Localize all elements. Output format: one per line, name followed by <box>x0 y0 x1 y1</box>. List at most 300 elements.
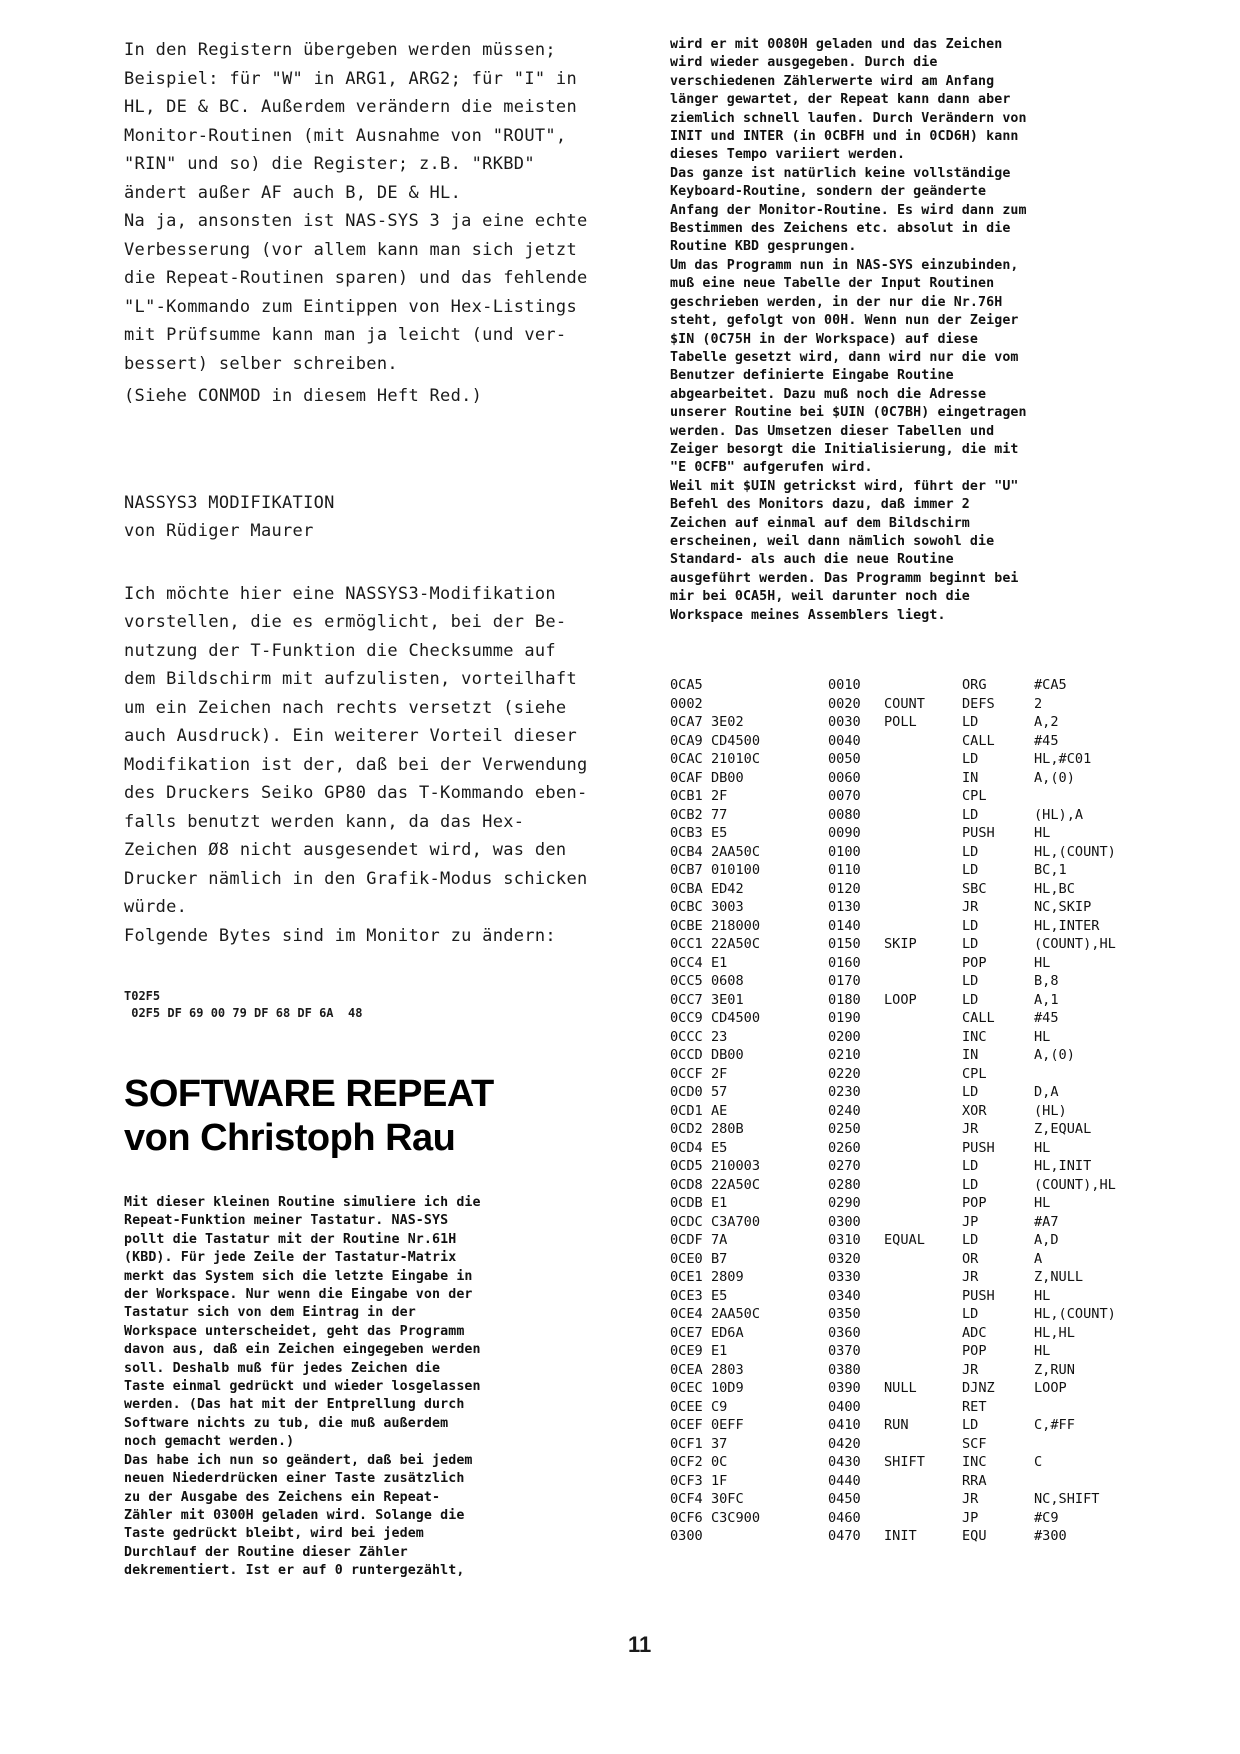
byte-changes <box>124 988 624 1022</box>
listing-address <box>670 861 828 880</box>
listing-op: PUSH <box>962 1139 995 1156</box>
listing-line: 0440 <box>828 1472 861 1489</box>
listing-code: 3003 <box>710 899 744 915</box>
listing-code: 22A50C <box>710 936 761 952</box>
listing-row <box>670 1435 1170 1454</box>
text-line: ausgeführt werden. Das Programm beginnt bei <box>670 570 1019 586</box>
text-line: ziemlich schnell laufen. Durch Verändern von <box>670 110 1027 126</box>
byte-values: 02F5 DF 69 00 79 DF 68 DF 6A 48 <box>124 1006 363 1020</box>
listing-op: LD <box>962 936 979 952</box>
listing-line: 0130 <box>828 899 861 915</box>
listing-code: 2F <box>710 788 728 804</box>
listing-code: 57 <box>710 1084 728 1100</box>
listing-arg: C,#FF <box>1034 1417 1075 1433</box>
listing-row <box>670 1509 1170 1528</box>
listing-arg: A,(0) <box>1034 769 1075 786</box>
listing-arg: HL,(COUNT) <box>1034 1306 1116 1322</box>
listing-row <box>670 1009 1170 1028</box>
text-line: muß eine neue Tabelle der Input Routinen <box>670 276 995 292</box>
listing-address <box>670 769 828 788</box>
listing-op: JR <box>962 1491 979 1507</box>
listing-row <box>670 1102 1170 1121</box>
listing-address <box>670 917 828 936</box>
listing-addr: 0CC9 <box>670 1010 703 1026</box>
listing-op: DJNZ <box>962 1380 995 1396</box>
listing-arg: HL,INIT <box>1034 1158 1092 1174</box>
listing-label: LOOP <box>884 991 917 1008</box>
listing-row <box>670 898 1170 917</box>
listing-op: JR <box>962 1361 979 1378</box>
listing-arg: #C9 <box>1034 1509 1059 1526</box>
listing-addr: 0CB4 <box>670 843 703 860</box>
text-line: Ich möchte hier eine NASSYS3-Modifikation <box>124 583 556 604</box>
listing-label <box>884 806 962 825</box>
listing-label: SHIFT <box>884 1454 925 1470</box>
listing-label <box>884 1009 962 1028</box>
listing-arg: Z,EQUAL <box>1034 1121 1092 1137</box>
listing-row <box>670 1250 1170 1269</box>
listing-address <box>670 880 828 899</box>
listing-line: 0470 <box>828 1528 861 1544</box>
listing-op: LD <box>962 1084 979 1100</box>
listing-op: CPL <box>962 788 987 804</box>
listing-op: DEFS <box>962 695 995 712</box>
text-line: Repeat-Funktion meiner Tastatur. NAS-SYS <box>124 1213 449 1229</box>
listing-address <box>670 1250 828 1269</box>
text-line: pollt die Tastatur mit der Routine Nr.61H <box>124 1231 457 1247</box>
listing-arg: LOOP <box>1034 1380 1067 1396</box>
modification-author: von Rüdiger Maurer <box>124 521 314 541</box>
byte-command: T02F5 <box>124 989 161 1003</box>
listing-line: 0060 <box>828 769 861 786</box>
text-line: Mit dieser kleinen Routine simuliere ich die <box>124 1195 481 1210</box>
listing-arg: HL <box>1034 1195 1051 1211</box>
listing-line: 0270 <box>828 1158 861 1174</box>
listing-line: 0290 <box>828 1195 861 1211</box>
listing-address <box>670 1324 828 1343</box>
listing-code: AE <box>710 1102 728 1119</box>
listing-code: E5 <box>710 1139 728 1156</box>
assembler-listing <box>670 676 1170 1546</box>
listing-row <box>670 1194 1170 1213</box>
listing-arg: #45 <box>1034 732 1059 749</box>
listing-label <box>884 1065 962 1084</box>
listing-address <box>670 1416 828 1435</box>
listing-address <box>670 695 828 714</box>
listing-arg: HL,INTER <box>1034 917 1100 934</box>
listing-arg: Z,NULL <box>1034 1269 1084 1285</box>
listing-label <box>884 1342 962 1361</box>
text-line: Zeiger besorgt die Initialisierung, die mit <box>670 441 1019 457</box>
listing-code: 010100 <box>710 862 761 878</box>
listing-code: 2AA50C <box>710 843 761 860</box>
listing-line: 0140 <box>828 917 861 934</box>
listing-label <box>884 1268 962 1287</box>
listing-address <box>670 1157 828 1176</box>
listing-op: RET <box>962 1398 987 1415</box>
text-line: bessert) selber schreiben. <box>124 353 398 374</box>
text-line: dekrementiert. Ist er auf 0 runtergezählt, <box>124 1563 465 1579</box>
listing-addr: 0CEA <box>670 1361 703 1378</box>
text-line: mit Prüfsumme kann man ja leicht (und ver- <box>124 325 567 345</box>
text-line: Zeichen Ø8 nicht ausgesendet wird, was den <box>124 840 567 860</box>
listing-label <box>884 769 962 788</box>
listing-op: OR <box>962 1250 979 1267</box>
text-line: erscheinen, weil dann nämlich sowohl die <box>670 533 995 549</box>
listing-label <box>884 1490 962 1509</box>
listing-row <box>670 1231 1170 1250</box>
listing-code: C3A700 <box>710 1213 761 1230</box>
listing-label <box>884 787 962 806</box>
text-line: merkt das System sich die letzte Eingabe in <box>124 1268 473 1284</box>
text-line: soll. Deshalb muß für jedes Zeichen die <box>124 1360 441 1376</box>
listing-code: 3E02 <box>710 714 744 730</box>
listing-label <box>884 972 962 991</box>
listing-row <box>670 1213 1170 1232</box>
listing-op: LD <box>962 806 979 823</box>
listing-label <box>884 1046 962 1065</box>
listing-label <box>884 750 962 769</box>
listing-row <box>670 1379 1170 1398</box>
listing-code: E5 <box>710 1287 728 1304</box>
listing-address <box>670 1083 828 1102</box>
listing-line: 0410 <box>828 1417 861 1433</box>
listing-addr: 0CE7 <box>670 1324 703 1341</box>
text-line: dem Bildschirm mit aufzulisten, vorteilhaft <box>124 669 577 689</box>
listing-line: 0080 <box>828 806 861 823</box>
listing-op: LD <box>962 917 979 934</box>
text-line: Benutzer definierte Eingabe Routine <box>670 368 954 384</box>
listing-line: 0070 <box>828 788 861 804</box>
headline-author: von Christoph Rau <box>124 1117 456 1159</box>
listing-address <box>670 1065 828 1084</box>
listing-label <box>884 917 962 936</box>
listing-op: LD <box>962 1417 979 1433</box>
text-line: Routine KBD gesprungen. <box>670 239 857 255</box>
listing-label <box>884 843 962 862</box>
listing-op: INC <box>962 1028 987 1045</box>
listing-op: JP <box>962 1213 979 1230</box>
listing-line: 0240 <box>828 1102 861 1119</box>
page-number: 11 <box>628 1632 652 1657</box>
listing-line: 0340 <box>828 1287 861 1304</box>
listing-line: 0020 <box>828 695 861 712</box>
text-line: werden. Das Umsetzen dieser Tabellen und <box>670 423 995 439</box>
listing-code: 2809 <box>710 1269 744 1285</box>
listing-arg: HL <box>1034 1028 1051 1045</box>
text-line: Anfang der Monitor-Routine. Es wird dann zum <box>670 202 1027 218</box>
listing-line: 0160 <box>828 954 861 971</box>
listing-label <box>884 1398 962 1417</box>
text-line: Workspace meines Assemblers liegt. <box>670 607 946 623</box>
listing-arg: #CA5 <box>1034 677 1067 693</box>
listing-address <box>670 1342 828 1361</box>
text-line: Taste einmal gedrückt und wieder losgelassen <box>124 1379 481 1395</box>
listing-row <box>670 1176 1170 1195</box>
listing-row <box>670 1453 1170 1472</box>
listing-addr: 0CC4 <box>670 954 703 971</box>
listing-row <box>670 787 1170 806</box>
listing-code: ED42 <box>710 880 744 897</box>
listing-label: POLL <box>884 714 917 730</box>
listing-row <box>670 1305 1170 1324</box>
listing-row <box>670 1527 1170 1546</box>
listing-line: 0390 <box>828 1380 861 1396</box>
modification-title: NASSYS3 MODIFIKATION <box>124 492 335 513</box>
listing-code: 30FC <box>710 1491 744 1507</box>
listing-label <box>884 1213 962 1232</box>
listing-address <box>670 787 828 806</box>
text-line: neuen Niederdrücken einer Taste zusätzlich <box>124 1471 465 1487</box>
listing-code: 1F <box>710 1472 728 1489</box>
text-line: Monitor-Routinen (mit Ausnahme von "ROUT", <box>124 125 567 146</box>
listing-line: 0170 <box>828 973 861 989</box>
listing-line: 0200 <box>828 1028 861 1045</box>
listing-arg: NC,SHIFT <box>1034 1491 1100 1507</box>
listing-arg: C <box>1034 1454 1043 1470</box>
listing-address <box>670 1102 828 1121</box>
listing-row <box>670 1028 1170 1047</box>
listing-op: JR <box>962 1121 979 1137</box>
listing-code: 0C <box>710 1454 728 1470</box>
text-line: Zeichen auf einmal auf dem Bildschirm <box>670 515 970 531</box>
listing-line: 0010 <box>828 677 861 693</box>
listing-arg: A,(0) <box>1034 1047 1075 1063</box>
listing-op: PUSH <box>962 1287 995 1304</box>
listing-row <box>670 695 1170 714</box>
listing-row <box>670 1361 1170 1380</box>
listing-arg: HL,HL <box>1034 1324 1075 1341</box>
listing-addr: 0CEF <box>670 1417 703 1433</box>
text-line: davon aus, daß ein Zeichen eingegeben werden <box>124 1342 481 1358</box>
listing-code: B7 <box>710 1250 728 1267</box>
listing-label <box>884 1139 962 1158</box>
listing-addr: 0CF3 <box>670 1472 703 1489</box>
listing-line: 0360 <box>828 1324 861 1341</box>
listing-addr: 0CCD <box>670 1047 703 1063</box>
listing-addr: 0CD8 <box>670 1176 703 1193</box>
listing-address <box>670 1361 828 1380</box>
listing-arg: A,2 <box>1034 714 1059 730</box>
listing-addr: 0CB7 <box>670 862 703 878</box>
listing-addr: 0CD5 <box>670 1158 703 1174</box>
text-line: Befehl des Monitors dazu, daß immer 2 <box>670 497 970 513</box>
text-line: Beispiel: für "W" in ARG1, ARG2; für "I" in <box>124 68 577 89</box>
listing-line: 0400 <box>828 1398 861 1415</box>
listing-addr: 0CAC <box>670 751 703 767</box>
listing-line: 0370 <box>828 1343 861 1359</box>
text-line: werden. (Das hat mit der Entprellung durch <box>124 1397 465 1413</box>
listing-line: 0220 <box>828 1065 861 1082</box>
text-line: Keyboard-Routine, sondern der geänderte <box>670 184 987 200</box>
right-column <box>670 36 1170 625</box>
listing-arg: (COUNT),HL <box>1034 1176 1116 1193</box>
editor-note: (Siehe CONMOD in diesem Heft Red.) <box>124 386 483 406</box>
text-line: nutzung der T-Funktion die Checksumme auf <box>124 640 556 661</box>
listing-address <box>670 1139 828 1158</box>
text-line: Das habe ich nun so geändert, daß bei jedem <box>124 1452 473 1468</box>
listing-label <box>884 732 962 751</box>
listing-op: CALL <box>962 732 995 749</box>
listing-addr: 0CDC <box>670 1213 703 1230</box>
text-line: Standard- als auch die neue Routine <box>670 552 954 568</box>
listing-addr: 0CEE <box>670 1398 703 1415</box>
text-line: Zähler mit 0300H geladen wird. Solange die <box>124 1507 465 1523</box>
listing-arg: (HL) <box>1034 1102 1067 1119</box>
listing-code: DB00 <box>710 1047 744 1063</box>
listing-row <box>670 1342 1170 1361</box>
text-line: noch gemacht werden.) <box>124 1434 295 1450</box>
listing-row <box>670 1120 1170 1139</box>
text-line: INIT und INTER (in 0CBFH und in 0CD6H) kann <box>670 129 1019 145</box>
listing-label <box>884 1435 962 1454</box>
listing-row <box>670 843 1170 862</box>
listing-row <box>670 1046 1170 1065</box>
listing-line: 0420 <box>828 1435 861 1452</box>
text-line: Tabelle gesetzt wird, dann wird nur die vom <box>670 349 1019 365</box>
text-line: zu der Ausgabe des Zeichens ein Repeat- <box>124 1489 441 1505</box>
listing-arg: (HL),A <box>1034 806 1084 823</box>
listing-addr: 0CDF <box>670 1232 703 1248</box>
text-line: HL, DE & BC. Außerdem verändern die meisten <box>124 97 577 117</box>
listing-address <box>670 1398 828 1417</box>
listing-op: PUSH <box>962 825 995 841</box>
listing-code: DB00 <box>710 769 744 786</box>
listing-label <box>884 1250 962 1269</box>
listing-label <box>884 1361 962 1380</box>
listing-row <box>670 880 1170 899</box>
listing-row <box>670 1416 1170 1435</box>
listing-code: 218000 <box>710 917 761 934</box>
repeat-continuation <box>670 36 1170 625</box>
listing-arg: B,8 <box>1034 973 1059 989</box>
listing-code: 10D9 <box>710 1380 744 1396</box>
text-line: steht, gefolgt von 00H. Wenn nun der Zeiger <box>670 313 1019 329</box>
article-headline <box>124 1072 624 1160</box>
listing-addr: 0CF4 <box>670 1491 703 1507</box>
listing-line: 0150 <box>828 936 861 952</box>
text-line: Bestimmen des Zeichens etc. absolut in die <box>670 221 1011 237</box>
text-line: ändert außer AF auch B, DE & HL. <box>124 182 462 203</box>
listing-arg: HL <box>1034 1139 1051 1156</box>
text-line: vorstellen, die es ermöglicht, bei der Be- <box>124 612 567 632</box>
listing-address <box>670 1379 828 1398</box>
listing-row <box>670 1490 1170 1509</box>
listing-address <box>670 824 828 843</box>
listing-code: 37 <box>710 1435 728 1452</box>
listing-line: 0050 <box>828 751 861 767</box>
listing-label <box>884 824 962 843</box>
listing-address <box>670 1046 828 1065</box>
listing-arg: HL <box>1034 954 1051 971</box>
listing-addr: 0CE3 <box>670 1287 703 1304</box>
listing-address <box>670 935 828 954</box>
listing-row <box>670 954 1170 973</box>
listing-line: 0230 <box>828 1084 861 1100</box>
listing-row <box>670 1139 1170 1158</box>
listing-code: E1 <box>710 1343 728 1359</box>
listing-line: 0210 <box>828 1047 861 1063</box>
listing-addr: 0CCF <box>670 1065 703 1082</box>
listing-addr: 0CF2 <box>670 1454 703 1470</box>
listing-row <box>670 824 1170 843</box>
text-line: "RIN" und so) die Register; z.B. "RKBD" <box>124 154 535 174</box>
listing-label: SKIP <box>884 936 917 952</box>
listing-row <box>670 861 1170 880</box>
listing-arg: A <box>1034 1250 1043 1267</box>
listing-row <box>670 769 1170 788</box>
listing-address <box>670 1120 828 1139</box>
modification-paragraph <box>124 580 624 951</box>
listing-code: ED6A <box>710 1324 744 1341</box>
headline-title: SOFTWARE REPEAT <box>124 1073 494 1115</box>
listing-label: NULL <box>884 1380 917 1396</box>
listing-row <box>670 1324 1170 1343</box>
text-line: falls benutzt werden kann, da das Hex- <box>124 811 525 832</box>
listing-addr: 0CBC <box>670 899 703 915</box>
listing-arg: HL <box>1034 825 1051 841</box>
listing-line: 0250 <box>828 1121 861 1137</box>
text-line: abgearbeitet. Dazu muß noch die Adresse <box>670 386 987 402</box>
listing-op: LD <box>962 1158 979 1174</box>
listing-line: 0040 <box>828 732 861 749</box>
listing-addr: 0CA9 <box>670 732 703 749</box>
listing-label: INIT <box>884 1528 917 1544</box>
listing-code: 21010C <box>710 751 761 767</box>
listing-address <box>670 1435 828 1454</box>
listing-line: 0460 <box>828 1509 861 1526</box>
listing-label <box>884 1305 962 1324</box>
listing-row <box>670 972 1170 991</box>
listing-address <box>670 713 828 732</box>
text-line: Das ganze ist natürlich keine vollständige <box>670 165 1011 181</box>
listing-code: E5 <box>710 825 728 841</box>
listing-op: LD <box>962 1176 979 1193</box>
listing-label <box>884 1472 962 1491</box>
listing-op: CALL <box>962 1010 995 1026</box>
listing-code: C3C900 <box>710 1509 761 1526</box>
listing-address <box>670 1509 828 1528</box>
listing-op: EQU <box>962 1528 987 1544</box>
listing-label <box>884 1194 962 1213</box>
listing-addr: 0CD2 <box>670 1121 703 1137</box>
listing-line: 0260 <box>828 1139 861 1156</box>
listing-line: 0350 <box>828 1306 861 1322</box>
listing-address <box>670 1453 828 1472</box>
listing-arg: HL,(COUNT) <box>1034 843 1116 860</box>
text-line: Drucker nämlich in den Grafik-Modus schicken <box>124 868 588 889</box>
text-line: der Workspace. Nur wenn die Eingabe von der <box>124 1287 473 1303</box>
listing-row <box>670 1083 1170 1102</box>
listing-arg: BC,1 <box>1034 862 1067 878</box>
listing-addr: 0CAF <box>670 769 703 786</box>
text-line: würde. <box>124 897 188 917</box>
listing-address <box>670 1213 828 1232</box>
listing-arg: HL <box>1034 1343 1051 1359</box>
listing-op: LD <box>962 843 979 860</box>
text-line: Taste gedrückt bleibt, wird bei jedem <box>124 1526 424 1542</box>
listing-label: RUN <box>884 1417 909 1433</box>
listing-address <box>670 1490 828 1509</box>
listing-op: IN <box>962 1047 979 1063</box>
text-line: Na ja, ansonsten ist NAS-SYS 3 ja eine echte <box>124 211 588 231</box>
listing-op: ORG <box>962 677 987 693</box>
listing-line: 0330 <box>828 1269 861 1285</box>
text-line: auch Ausdruck). Ein weiterer Vorteil dieser <box>124 726 577 746</box>
listing-address <box>670 676 828 695</box>
listing-op: LD <box>962 714 979 730</box>
listing-arg: A,1 <box>1034 991 1059 1008</box>
